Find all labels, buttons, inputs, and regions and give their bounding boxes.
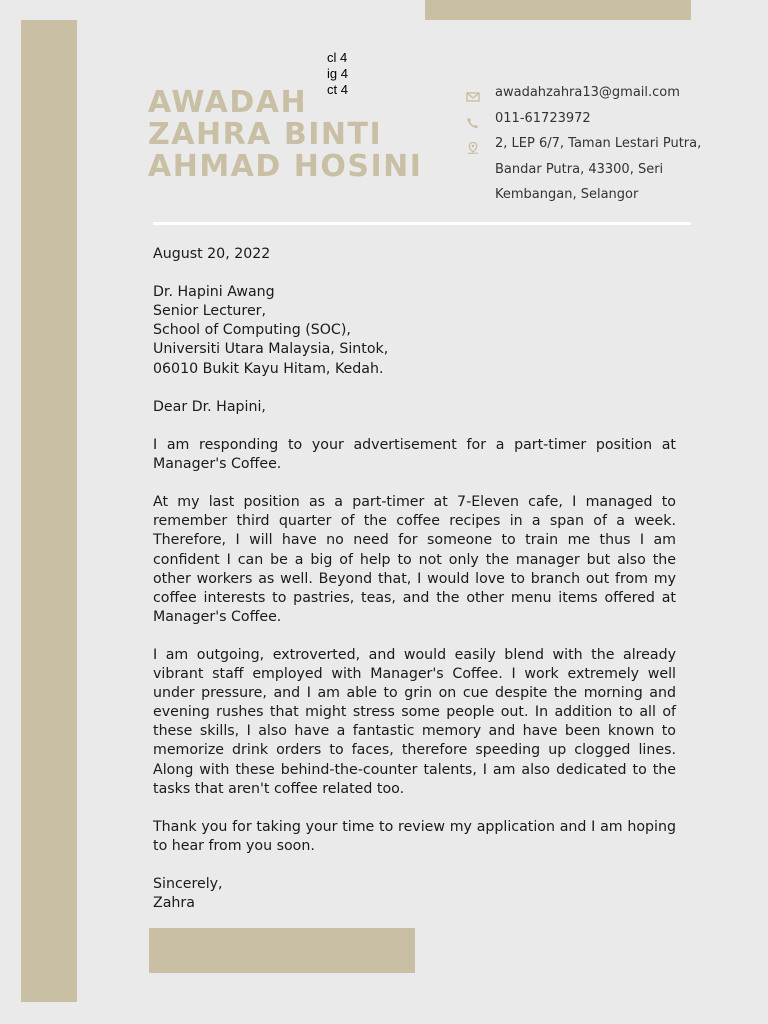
name-line: ZAHRA BINTI bbox=[148, 117, 383, 152]
bottom-accent-block bbox=[149, 928, 415, 973]
letter-paragraph: At my last position as a part-timer at 7-Eleven cafe, I managed to remember third quarter of the coffee recipes in a span of a week. Therefore, I will have no need for someone to train me thus I am confident I can be a big of help to not only the manager but also the other workers as well. Beyond that, I would love to branch out from my coffee interests to pastries, teas, and the other menu items offered at Manager's Coffee. bbox=[153, 494, 676, 625]
location-pin-icon bbox=[466, 138, 480, 150]
header-divider bbox=[153, 222, 691, 225]
contact-info bbox=[466, 80, 706, 208]
name-line: AHMAD HOSINI bbox=[148, 149, 423, 184]
recipient-line: Dr. Hapini Awang bbox=[153, 284, 275, 301]
left-accent-bar bbox=[21, 20, 77, 1002]
salutation: Dear Dr. Hapini, bbox=[153, 398, 266, 415]
signature-name: Zahra bbox=[153, 895, 195, 912]
address-line: 2, LEP 6/7, Taman Lestari Putra, bbox=[495, 136, 702, 151]
name-line: AWADAH bbox=[148, 85, 308, 120]
contact-phone[interactable] bbox=[466, 106, 706, 132]
letter-paragraph: I am outgoing, extroverted, and would easily blend with the already vibrant staff employed with Manager's Coffee. I work extremely well under pressure, and I am able to grin on cue despite the morning and evening rushes that might stress some people out. In addition to all of these skills, I also have a fantastic memory and have been known to memorize drink orders to faces, therefore speeding up clogged lines. Along with these behind-the-counter talents, I am also dedicated to the tasks that aren't coffee related too. bbox=[153, 646, 676, 797]
letter-date: August 20, 2022 bbox=[153, 246, 271, 262]
phone-icon bbox=[466, 113, 480, 125]
address-line: Kembangan, Selangor bbox=[495, 187, 639, 202]
letter-paragraph: I am responding to your advertisement for a part-timer position at Manager's Coffee. bbox=[153, 436, 676, 473]
tag-label: ct 4 bbox=[327, 82, 348, 97]
letter-body bbox=[153, 245, 676, 932]
recipient-line: School of Computing (SOC), bbox=[153, 322, 351, 339]
contact-address bbox=[466, 131, 706, 208]
closing-text: Sincerely, bbox=[153, 876, 223, 893]
top-accent-bar bbox=[425, 0, 691, 20]
recipient-address bbox=[153, 283, 676, 378]
letter-closing bbox=[153, 875, 676, 913]
applicant-name bbox=[148, 87, 448, 183]
recipient-line: Universiti Utara Malaysia, Sintok, bbox=[153, 341, 389, 358]
address-line: Bandar Putra, 43300, Seri bbox=[495, 161, 664, 177]
tag-label: ig 4 bbox=[327, 66, 348, 81]
phone-text[interactable]: 011-61723972 bbox=[495, 110, 591, 126]
recipient-line: 06010 Bukit Kayu Hitam, Kedah. bbox=[153, 360, 384, 377]
email-text[interactable]: awadahzahra13@gmail.com bbox=[495, 85, 680, 100]
tag-label: cl 4 bbox=[327, 50, 348, 65]
letter-paragraph: Thank you for taking your time to review my application and I am hoping to hear from you soon. bbox=[153, 818, 676, 854]
contact-email[interactable] bbox=[466, 80, 706, 106]
envelope-icon bbox=[466, 87, 480, 99]
recipient-line: Senior Lecturer, bbox=[153, 303, 267, 320]
